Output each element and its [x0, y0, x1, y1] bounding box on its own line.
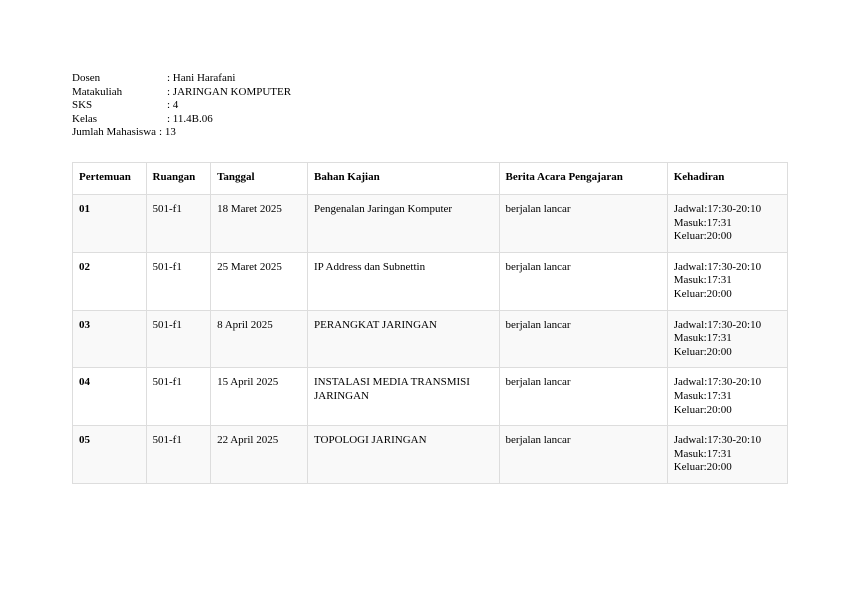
info-row-sks: [72, 99, 291, 113]
jumlah-label: Jumlah Mahasiswa: [72, 126, 157, 139]
matakuliah-label: Matakuliah: [72, 85, 123, 98]
cell-berita-acara: berjalan lancar: [499, 310, 667, 368]
cell-bahan-kajian: Pengenalan Jaringan Komputer: [307, 195, 499, 253]
kehadiran-masuk: Masuk:17:31: [673, 389, 732, 402]
cell-ruangan: 501-f1: [146, 252, 211, 310]
cell-berita-acara: berjalan lancar: [499, 426, 667, 484]
cell-berita-acara: berjalan lancar: [499, 368, 667, 426]
cell-kehadiran: [667, 310, 787, 368]
sks-label: SKS: [72, 99, 93, 112]
cell-berita-acara: berjalan lancar: [499, 195, 667, 253]
cell-pertemuan: 04: [73, 368, 147, 426]
attendance-table: [72, 162, 788, 484]
cell-ruangan: 501-f1: [146, 368, 211, 426]
kehadiran-jadwal: Jadwal:17:30-20:10: [673, 203, 762, 215]
info-row-dosen: [72, 72, 291, 86]
cell-bahan-kajian: TOPOLOGI JARINGAN: [307, 426, 499, 484]
table-header-row: [73, 163, 788, 195]
info-row-matakuliah: [72, 86, 291, 100]
kehadiran-jadwal: Jadwal:17:30-20:10: [673, 376, 762, 389]
cell-tanggal: 15 April 2025: [211, 368, 308, 426]
kehadiran-jadwal: Jadwal:17:30-20:10: [673, 434, 762, 447]
kelas-value: : 11.4B.06: [167, 112, 213, 125]
kehadiran-masuk: Masuk:17:31: [673, 274, 732, 287]
cell-kehadiran: [667, 195, 787, 253]
kehadiran-keluar: Keluar:20:00: [673, 287, 732, 300]
cell-kehadiran: [667, 368, 787, 426]
table-row: [73, 426, 788, 484]
kehadiran-jadwal: Jadwal:17:30-20:10: [673, 260, 762, 273]
cell-ruangan: 501-f1: [146, 426, 211, 484]
cell-pertemuan: 01: [73, 195, 147, 253]
cell-bahan-kajian: IP Address dan Subnettin: [307, 252, 499, 310]
cell-tanggal: 22 April 2025: [211, 426, 308, 484]
cell-bahan-kajian: INSTALASI MEDIA TRANSMISI JARINGAN: [307, 368, 499, 426]
kelas-label: Kelas: [72, 112, 98, 125]
header-bahan-kajian: Bahan Kajian: [307, 163, 499, 195]
kehadiran-keluar: Keluar:20:00: [673, 461, 732, 474]
info-row-kelas: [72, 113, 291, 127]
attendance-table-container: [72, 162, 788, 484]
info-row-jumlah: [72, 126, 291, 140]
cell-berita-acara: berjalan lancar: [499, 252, 667, 310]
sks-value: : 4: [167, 99, 179, 112]
kehadiran-masuk: Masuk:17:31: [673, 447, 732, 460]
table-row: [73, 195, 788, 253]
kehadiran-masuk: Masuk:17:31: [673, 216, 732, 229]
cell-pertemuan: 02: [73, 252, 147, 310]
cell-tanggal: 8 April 2025: [211, 310, 308, 368]
jumlah-value: : 13: [159, 126, 176, 139]
header-tanggal: Tanggal: [211, 163, 308, 195]
cell-ruangan: 501-f1: [146, 310, 211, 368]
kehadiran-masuk: Masuk:17:31: [673, 332, 732, 345]
cell-bahan-kajian: PERANGKAT JARINGAN: [307, 310, 499, 368]
header-pertemuan: Pertemuan: [73, 163, 147, 195]
header-berita-acara: Berita Acara Pengajaran: [499, 163, 667, 195]
table-row: [73, 310, 788, 368]
table-row: [73, 368, 788, 426]
header-ruangan: Ruangan: [146, 163, 211, 195]
kehadiran-keluar: Keluar:20:00: [673, 345, 732, 358]
dosen-label: Dosen: [72, 72, 101, 84]
dosen-value: : Hani Harafani: [167, 72, 236, 84]
cell-pertemuan: 03: [73, 310, 147, 368]
course-info: [72, 72, 291, 140]
kehadiran-keluar: Keluar:20:00: [673, 230, 732, 243]
table-row: [73, 252, 788, 310]
cell-kehadiran: [667, 252, 787, 310]
cell-tanggal: 25 Maret 2025: [211, 252, 308, 310]
cell-tanggal: 18 Maret 2025: [211, 195, 308, 253]
cell-pertemuan: 05: [73, 426, 147, 484]
kehadiran-jadwal: Jadwal:17:30-20:10: [673, 318, 762, 331]
header-kehadiran: Kehadiran: [667, 163, 787, 195]
matakuliah-value: : JARINGAN KOMPUTER: [167, 85, 292, 98]
cell-kehadiran: [667, 426, 787, 484]
kehadiran-keluar: Keluar:20:00: [673, 403, 732, 416]
cell-ruangan: 501-f1: [146, 195, 211, 253]
